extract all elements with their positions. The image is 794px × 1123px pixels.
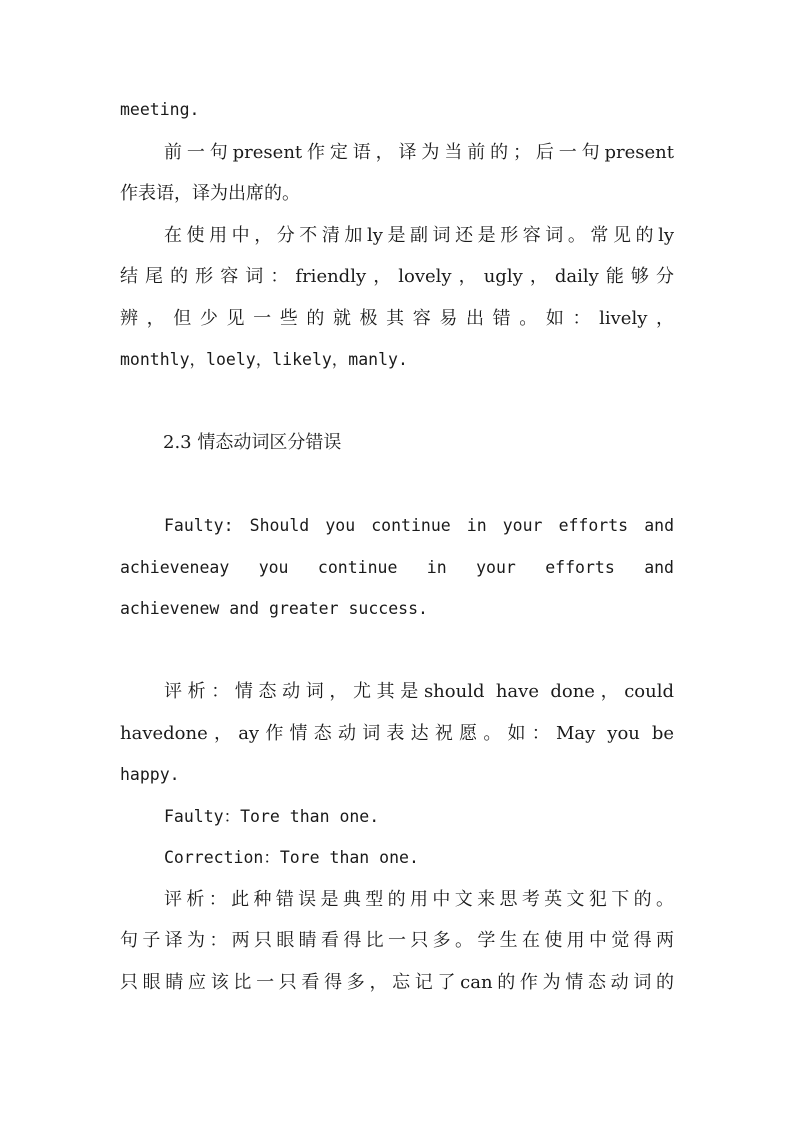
text-line: 评析：此种错误是典型的用中文来思考英文犯下的。 xyxy=(164,889,674,910)
text-line: 评析：情态动词，尤其是should have done，could xyxy=(164,681,674,702)
text-line: happy. xyxy=(120,765,180,784)
text-line: achieveneay you continue in your efforts and xyxy=(120,558,674,577)
section-heading: 2.3 情态动词区分错误 xyxy=(163,432,342,453)
text-line: 前一句present作定语，译为当前的；后一句present xyxy=(164,142,674,163)
text-line: 辨，但少见一些的就极其容易出错。如：lively， xyxy=(120,308,674,329)
text-line: 在使用中，分不清加ly是副词还是形容词。常见的ly xyxy=(164,225,674,246)
text-line: havedone，ay作情态动词表达祝愿。如：May you be xyxy=(120,723,674,744)
text-line: 作表语，译为出席的。 xyxy=(120,183,300,204)
text-line: Faulty：Tore than one. xyxy=(164,807,380,826)
text-line: Faulty: Should you continue in your efforts and xyxy=(164,516,674,535)
text-line: meeting. xyxy=(120,100,200,119)
text-line: Correction：Tore than one. xyxy=(164,848,419,867)
text-line: achievenew and greater success. xyxy=(120,599,428,618)
text-line: 结尾的形容词：friendly，lovely，ugly，daily能够分 xyxy=(120,266,674,287)
text-line: 句子译为：两只眼睛看得比一只多。学生在使用中觉得两 xyxy=(120,930,674,951)
text-line: monthly，loely，likely，manly. xyxy=(120,350,408,369)
text-line: 只眼睛应该比一只看得多，忘记了can的作为情态动词的 xyxy=(120,972,674,993)
